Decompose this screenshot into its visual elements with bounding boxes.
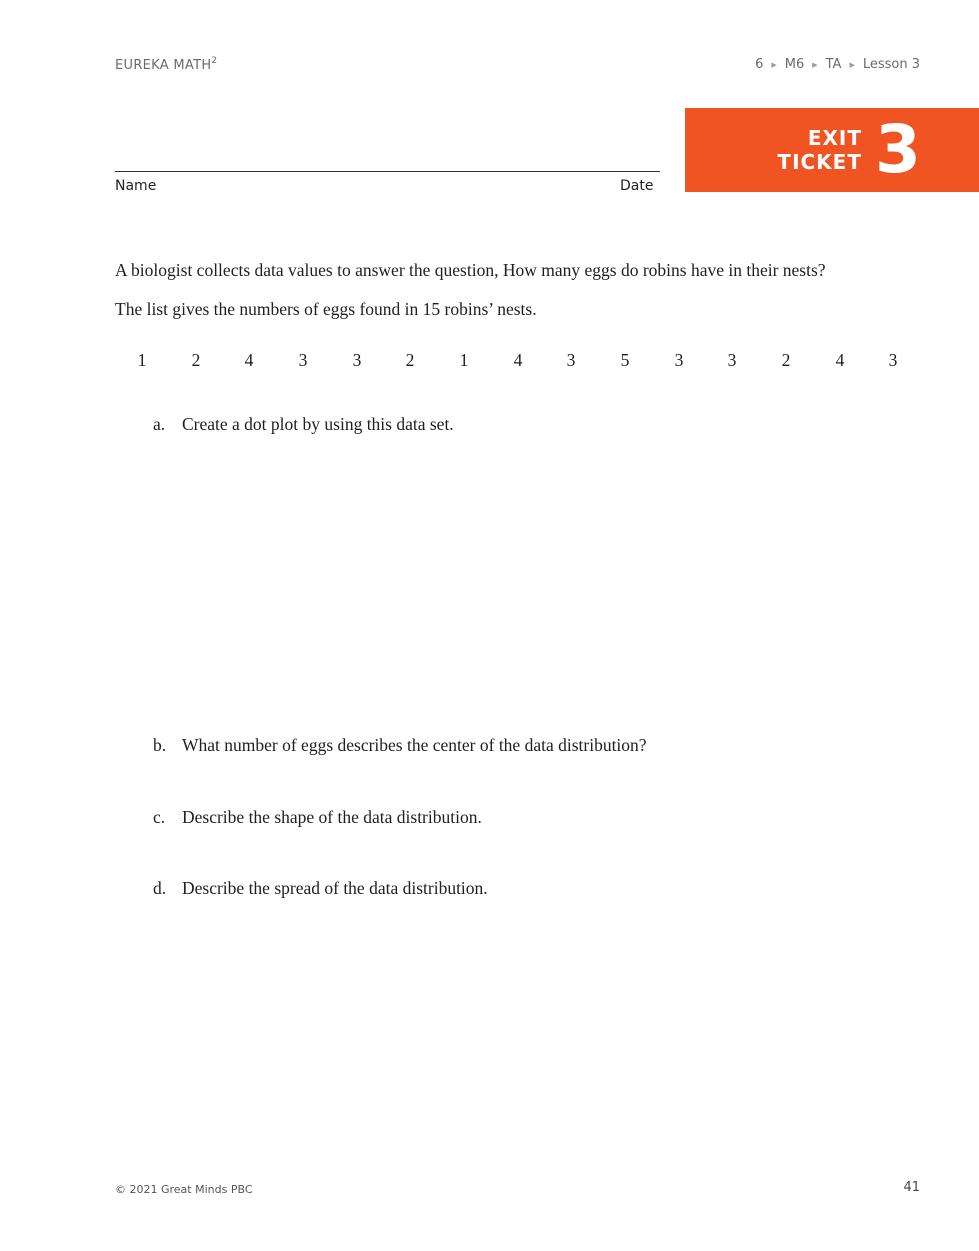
footer-copyright: © 2021 Great Minds PBC bbox=[115, 1183, 253, 1196]
data-value: 4 bbox=[513, 350, 523, 370]
exit-ticket-label bbox=[777, 126, 862, 174]
breadcrumb-lesson: Lesson 3 bbox=[862, 57, 920, 72]
data-value: 3 bbox=[298, 350, 308, 370]
brand-name: EUREKA MATH bbox=[115, 58, 212, 73]
exit-ticket-banner bbox=[685, 108, 979, 192]
data-value: 3 bbox=[888, 350, 898, 370]
question-letter: b. bbox=[153, 735, 167, 755]
data-values-row bbox=[115, 350, 925, 374]
data-value: 3 bbox=[727, 350, 737, 370]
data-value: 3 bbox=[352, 350, 362, 370]
question-text: What number of eggs describes the center of the data distribution? bbox=[182, 735, 647, 755]
question-d bbox=[153, 878, 488, 899]
question-letter: d. bbox=[153, 878, 167, 898]
name-label: Name bbox=[115, 178, 157, 194]
data-value: 5 bbox=[620, 350, 630, 370]
date-label: Date bbox=[620, 178, 654, 194]
data-value: 1 bbox=[459, 350, 469, 370]
problem-intro-line-1: A biologist collects data values to answer the question, How many eggs do robins have in their nests? bbox=[115, 260, 826, 280]
data-value: 2 bbox=[405, 350, 415, 370]
data-value: 3 bbox=[566, 350, 576, 370]
data-value: 3 bbox=[674, 350, 684, 370]
breadcrumb-separator-icon: ▶ bbox=[812, 60, 818, 69]
question-letter: c. bbox=[153, 807, 166, 827]
answer-space-b[interactable] bbox=[115, 765, 925, 805]
answer-space-d[interactable] bbox=[115, 908, 925, 1168]
breadcrumb-separator-icon: ▶ bbox=[771, 60, 777, 69]
question-letter: a. bbox=[153, 414, 166, 434]
data-value: 2 bbox=[781, 350, 791, 370]
exit-ticket-number: 3 bbox=[875, 111, 921, 188]
breadcrumb-module: M6 bbox=[784, 57, 805, 72]
breadcrumb-topic: TA bbox=[825, 57, 842, 72]
brand-logo bbox=[115, 56, 217, 73]
question-a bbox=[153, 414, 454, 435]
question-c bbox=[153, 807, 482, 828]
data-value: 4 bbox=[835, 350, 845, 370]
question-text: Describe the spread of the data distribution. bbox=[182, 878, 488, 898]
brand-superscript: 2 bbox=[211, 56, 218, 66]
answer-space-a[interactable] bbox=[115, 445, 925, 725]
name-date-write-line[interactable] bbox=[115, 171, 660, 172]
breadcrumb bbox=[755, 57, 920, 72]
breadcrumb-separator-icon: ▶ bbox=[849, 60, 855, 69]
question-text: Create a dot plot by using this data set. bbox=[182, 414, 454, 434]
problem-intro-line-2: The list gives the numbers of eggs found in 15 robins’ nests. bbox=[115, 299, 537, 319]
page-number: 41 bbox=[903, 1180, 920, 1195]
problem-intro bbox=[115, 251, 935, 329]
data-value: 2 bbox=[191, 350, 201, 370]
data-value: 4 bbox=[244, 350, 254, 370]
question-b bbox=[153, 735, 647, 756]
breadcrumb-grade: 6 bbox=[755, 57, 764, 72]
answer-space-c[interactable] bbox=[115, 837, 925, 877]
exit-ticket-line2: TICKET bbox=[777, 150, 862, 174]
question-text: Describe the shape of the data distribution. bbox=[182, 807, 482, 827]
data-value: 1 bbox=[137, 350, 147, 370]
exit-ticket-line1: EXIT bbox=[807, 126, 862, 150]
